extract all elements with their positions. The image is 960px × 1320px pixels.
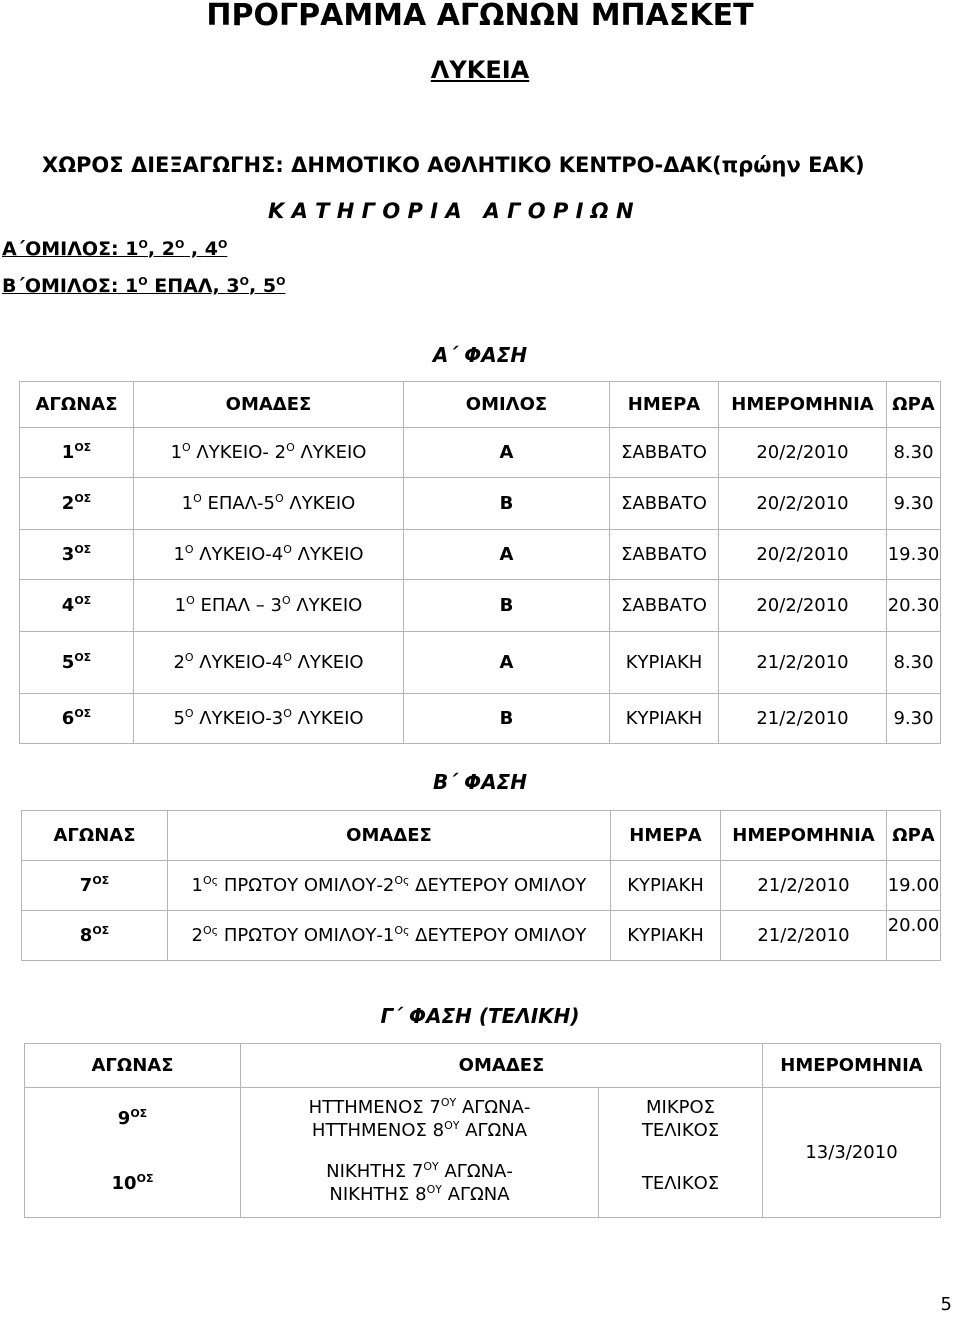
table-row — [22, 861, 941, 911]
match-number: $6^{O\Sigma}$ — [20, 694, 134, 744]
match-date: 21/2/2010 — [721, 911, 887, 961]
match-teams: $1^O$ ΛΥΚΕΙΟ-$4^O$ ΛΥΚΕΙΟ — [134, 530, 404, 580]
match-group: Β — [404, 580, 610, 632]
match-number: $2^{O\Sigma}$ — [20, 478, 134, 530]
header-cell: ΗΜΕΡΑ — [611, 811, 721, 861]
phase-c-table — [24, 1043, 941, 1218]
table-header-row — [25, 1044, 941, 1088]
match-group: Α — [404, 632, 610, 694]
table-row — [20, 632, 941, 694]
match-time: 8.30 — [887, 428, 941, 478]
match-day: ΚΥΡΙΑΚΗ — [611, 861, 721, 911]
match-number: $4^{O\Sigma}$ — [20, 580, 134, 632]
match-time: 9.30 — [887, 478, 941, 530]
venue-line: ΧΩΡΟΣ ΔΙΕΞΑΓΩΓΗΣ: ΔΗΜΟΤΙΚΟ ΑΘΛΗΤΙΚΟ ΚΕΝΤΡΟ-ΔΑΚ(πρώην ΕΑΚ) — [42, 153, 865, 177]
header-cell: ΗΜΕΡΟΜΗΝΙΑ — [721, 811, 887, 861]
match-time: 19.30 — [887, 530, 941, 580]
match-number: $9^{O\Sigma}$ — [25, 1088, 241, 1150]
match-date: 13/3/2010 — [763, 1088, 941, 1218]
page-number: 5 — [940, 1294, 952, 1315]
phase-c-title: Γ΄ ΦΑΣΗ (ΤΕΛΙΚΗ) — [380, 1004, 580, 1028]
match-teams: $1^{O\varsigma}$ ΠΡΩΤΟΥ ΟΜΙΛΟΥ-$2^{O\varsigma}$ ΔΕΥΤΕΡΟΥ ΟΜΙΛΟΥ — [168, 861, 611, 911]
match-time: 9.30 — [887, 694, 941, 744]
match-day: ΣΑΒΒΑΤΟ — [610, 428, 719, 478]
match-time: 8.30 — [887, 632, 941, 694]
match-number: $7^{O\Sigma}$ — [22, 861, 168, 911]
match-date: 21/2/2010 — [719, 632, 887, 694]
header-cell: ΟΜΑΔΕΣ — [241, 1044, 763, 1088]
table-row — [20, 694, 941, 744]
phase-a-table — [19, 381, 941, 744]
match-number: $10^{O\Sigma}$ — [25, 1150, 241, 1218]
match-date: 20/2/2010 — [719, 428, 887, 478]
match-day: ΚΥΡΙΑΚΗ — [610, 632, 719, 694]
match-teams: $1^O$ ΛΥΚΕΙΟ- $2^O$ ΛΥΚΕΙΟ — [134, 428, 404, 478]
table-header-row — [22, 811, 941, 861]
match-number: $3^{O\Sigma}$ — [20, 530, 134, 580]
match-day: ΣΑΒΒΑΤΟ — [610, 530, 719, 580]
match-group: Α — [404, 530, 610, 580]
header-cell: ΗΜΕΡΟΜΗΝΙΑ — [763, 1044, 941, 1088]
match-type: ΜΙΚΡΟΣ ΤΕΛΙΚΟΣ — [599, 1088, 763, 1150]
table-row — [20, 580, 941, 632]
match-time: 20.30 — [887, 580, 941, 632]
page-subtitle: ΛΥΚΕΙΑ — [430, 56, 530, 84]
header-cell: ΩΡΑ — [887, 382, 941, 428]
header-cell: ΟΜΑΔΕΣ — [134, 382, 404, 428]
phase-b-table — [21, 810, 941, 961]
match-date: 20/2/2010 — [719, 530, 887, 580]
match-day: ΚΥΡΙΑΚΗ — [611, 911, 721, 961]
match-teams: ΝΙΚΗΤΗΣ $7^{O\Upsilon}$ ΑΓΩΝΑ- ΝΙΚΗΤΗΣ $8^{O\Upsilon}$ ΑΓΩΝΑ — [241, 1150, 599, 1218]
match-day: ΣΑΒΒΑΤΟ — [610, 580, 719, 632]
match-date: 20/2/2010 — [719, 478, 887, 530]
page-title: ΠΡΟΓΡΑΜΜΑ ΑΓΩΝΩΝ ΜΠΑΣΚΕΤ — [206, 0, 754, 33]
phase-b-title: Β΄ ΦΑΣΗ — [433, 770, 527, 794]
match-teams: $5^O$ ΛΥΚΕΙΟ-$3^O$ ΛΥΚΕΙΟ — [134, 694, 404, 744]
match-group: Β — [404, 478, 610, 530]
phase-a-title: Α΄ ΦΑΣΗ — [432, 343, 528, 367]
match-group: Β — [404, 694, 610, 744]
table-row — [22, 911, 941, 961]
match-date: 20/2/2010 — [719, 580, 887, 632]
match-teams: $2^{O\varsigma}$ ΠΡΩΤΟΥ ΟΜΙΛΟΥ-$1^{O\varsigma}$ ΔΕΥΤΕΡΟΥ ΟΜΙΛΟΥ — [168, 911, 611, 961]
match-date: 21/2/2010 — [721, 861, 887, 911]
match-teams: $2^O$ ΛΥΚΕΙΟ-$4^O$ ΛΥΚΕΙΟ — [134, 632, 404, 694]
header-cell: ΩΡΑ — [887, 811, 941, 861]
table-row — [20, 428, 941, 478]
category-line: Κ Α Τ Η Γ Ο Ρ Ι Α Α Γ Ο Ρ Ι Ω Ν — [268, 199, 634, 223]
match-time: 19.00 — [887, 861, 941, 911]
match-type: ΤΕΛΙΚΟΣ — [599, 1150, 763, 1218]
table-row — [20, 478, 941, 530]
match-group: Α — [404, 428, 610, 478]
group-b-line: Β΄ΟΜΙΛΟΣ: $1^O$ ΕΠΑΛ, $3^O$, $5^O$ — [2, 275, 286, 297]
match-time: 20.00 — [887, 911, 941, 961]
group-a-line: Α΄ΟΜΙΛΟΣ: $1^O$, $2^O$ , $4^O$ — [2, 238, 228, 260]
header-cell: ΟΜΑΔΕΣ — [168, 811, 611, 861]
header-cell: ΟΜΙΛΟΣ — [404, 382, 610, 428]
match-day: ΚΥΡΙΑΚΗ — [610, 694, 719, 744]
header-cell: ΑΓΩΝΑΣ — [20, 382, 134, 428]
match-teams: ΗΤΤΗΜΕΝΟΣ $7^{O\Upsilon}$ ΑΓΩΝΑ- ΗΤΤΗΜΕΝΟΣ $8^{O\Upsilon}$ ΑΓΩΝΑ — [241, 1088, 599, 1150]
table-row — [25, 1088, 941, 1150]
match-number: $8^{O\Sigma}$ — [22, 911, 168, 961]
match-teams: $1^O$ ΕΠΑΛ-$5^O$ ΛΥΚΕΙΟ — [134, 478, 404, 530]
header-cell: ΗΜΕΡΟΜΗΝΙΑ — [719, 382, 887, 428]
header-cell: ΑΓΩΝΑΣ — [25, 1044, 241, 1088]
table-header-row — [20, 382, 941, 428]
match-number: $1^{O\Sigma}$ — [20, 428, 134, 478]
match-number: $5^{O\Sigma}$ — [20, 632, 134, 694]
header-cell: ΗΜΕΡΑ — [610, 382, 719, 428]
match-date: 21/2/2010 — [719, 694, 887, 744]
table-row — [20, 530, 941, 580]
match-teams: $1^O$ ΕΠΑΛ – $3^O$ ΛΥΚΕΙΟ — [134, 580, 404, 632]
header-cell: ΑΓΩΝΑΣ — [22, 811, 168, 861]
match-day: ΣΑΒΒΑΤΟ — [610, 478, 719, 530]
